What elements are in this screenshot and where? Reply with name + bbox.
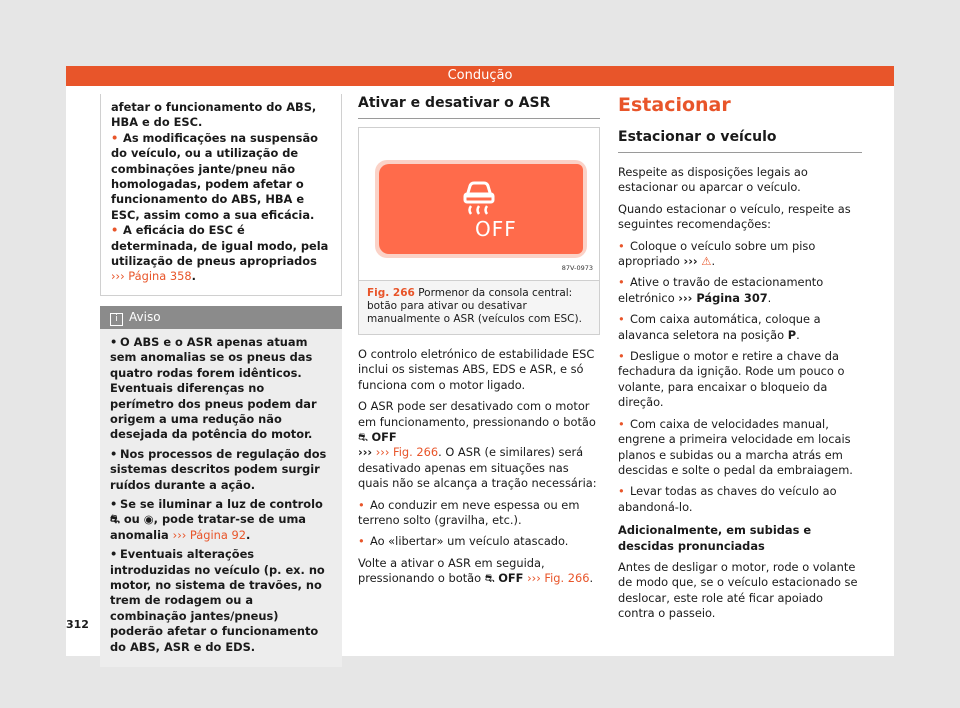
- figure-link[interactable]: ››› Fig. 266: [527, 571, 590, 586]
- column-left: [100, 94, 342, 667]
- figure-caption: Fig. 266 Pormenor da consola central: botão para ativar ou desativar manualmente o ASR (veículos com ESC).: [359, 281, 599, 334]
- abs-warning-icon: ◉: [143, 512, 154, 527]
- list-item: • Levar todas as chaves do veículo ao abandoná-lo.: [618, 484, 837, 514]
- figure-266: [358, 127, 600, 335]
- page-link[interactable]: ››› Página 307: [678, 290, 768, 305]
- warning-triangle-icon[interactable]: ⚠: [701, 254, 712, 269]
- paragraph: Antes de desligar o motor, rode o volante de modo que, se o veículo estacionado se deslocar, este role até ficar apoiado contra o passeio.: [618, 559, 858, 621]
- manual-page: [66, 66, 894, 656]
- list-item: • A eficácia do ESC é determinada, de igual modo, pela utilização de pneus apropriados ››› Página 358.: [111, 223, 329, 284]
- list-item: • Nos processos de regulação dos sistemas descritos podem surgir ruídos durante a ação.: [110, 446, 327, 492]
- figure-code: 87V-0973: [561, 263, 593, 272]
- section-title: Ativar e desativar o ASR: [358, 94, 600, 119]
- list-item: • Coloque o veículo sobre um piso apropriado ››› ⚠.: [618, 238, 816, 269]
- bullet-icon: •: [111, 223, 119, 238]
- asr-off-button-illustration: [379, 164, 583, 254]
- paragraph: Quando estacionar o veículo, respeite as seguintes recomendações:: [618, 201, 851, 232]
- asr-button-icon: ⛐: [484, 571, 495, 586]
- subheading: Adicionalmente, em subidas e descidas pronunciadas: [618, 523, 812, 553]
- list-item: • Se se iluminar a luz de controlo ⛐ ou ◉, pode tratar-se de uma anomalia ››› Página 92.: [110, 496, 323, 542]
- figure-link[interactable]: ››› Fig. 266: [375, 445, 439, 460]
- list-item: • Desligue o motor e retire a chave da fechadura da ignição. Rode um pouco o volante, para encaixar o bloqueio da direção.: [618, 349, 845, 410]
- page-link[interactable]: ››› Página 358: [111, 269, 192, 284]
- list-item: • O ABS e o ASR apenas atuam sem anomalias se os pneus das quatro rodas forem idênticos. Eventuais diferenças no perímetro dos pneus podem dar origem a uma redução não desejada da potência do motor.: [110, 334, 317, 442]
- column-middle: [358, 94, 600, 593]
- page-number: 312: [66, 618, 89, 631]
- section-body: [618, 165, 862, 622]
- section-title: Estacionar o veículo: [618, 128, 862, 153]
- list-item: • Eventuais alterações introduzidas no veículo (p. ex. no motor, no sistema de travões, no trem de rodagem ou a combinação jantes/pneus) poderão afetar o funcionamento do ABS, ASR e do EDS.: [110, 547, 325, 654]
- column-right: [618, 94, 862, 628]
- figure-image: [359, 128, 599, 281]
- off-label: OFF: [475, 217, 517, 241]
- intro-text: afetar o funcionamento do ABS, HBA e do ESC.: [111, 100, 317, 130]
- aviso-body: [100, 329, 342, 667]
- list-item: • Com caixa de velocidades manual, engrene a primeira velocidade em locais planos e subidas ou a marcha atrás em descidas e solte o pedal da embraiagem.: [618, 416, 853, 477]
- chapter-header: Condução: [66, 66, 894, 86]
- section-body: [358, 347, 600, 587]
- paragraph: Volte a ativar o ASR em seguida, pressionando o botão ⛐ OFF ››› Fig. 266.: [358, 555, 594, 586]
- asr-button-icon: ⛐: [358, 430, 368, 445]
- traction-control-icon: [459, 176, 499, 220]
- list-item: • Com caixa automática, coloque a alavanca seletora na posição P.: [618, 312, 821, 342]
- list-item: • Ao conduzir em neve espessa ou em terreno solto (gravilha, etc.).: [358, 497, 580, 528]
- aviso-header: i Aviso: [100, 306, 342, 329]
- warning-continuation-box: [100, 94, 342, 296]
- list-item: • Ao «libertar» um veículo atascado.: [358, 534, 569, 549]
- paragraph: O controlo eletrónico de estabilidade ESC inclui os sistemas ABS, EDS e ASR, e só funciona com o motor ligado.: [358, 347, 595, 392]
- chapter-title: Estacionar: [618, 94, 731, 116]
- paragraph: O ASR pode ser desativado com o motor em funcionamento, pressionando o botão ⛐ OFF ››› ››› Fig. 266. O ASR (e similares) será desativado apenas em situações nas quais não se alcança a tração necessária:: [358, 399, 597, 491]
- info-icon: i: [110, 313, 123, 326]
- traction-warning-icon: ⛐: [110, 512, 120, 527]
- page-link[interactable]: ››› Página 92: [172, 527, 246, 542]
- list-item: • Ative o travão de estacionamento eletrónico ››› Página 307.: [618, 275, 824, 305]
- paragraph: Respeite as disposições legais ao estacionar ou aparcar o veículo.: [618, 165, 808, 195]
- list-item: • As modificações na suspensão do veículo, ou a utilização de combinações jante/pneu não homologadas, podem afetar o funcionamento do ABS, HBA e ESC, assim como a sua eficácia.: [111, 130, 318, 222]
- aviso-box: [100, 306, 342, 667]
- bullet-icon: •: [111, 130, 119, 145]
